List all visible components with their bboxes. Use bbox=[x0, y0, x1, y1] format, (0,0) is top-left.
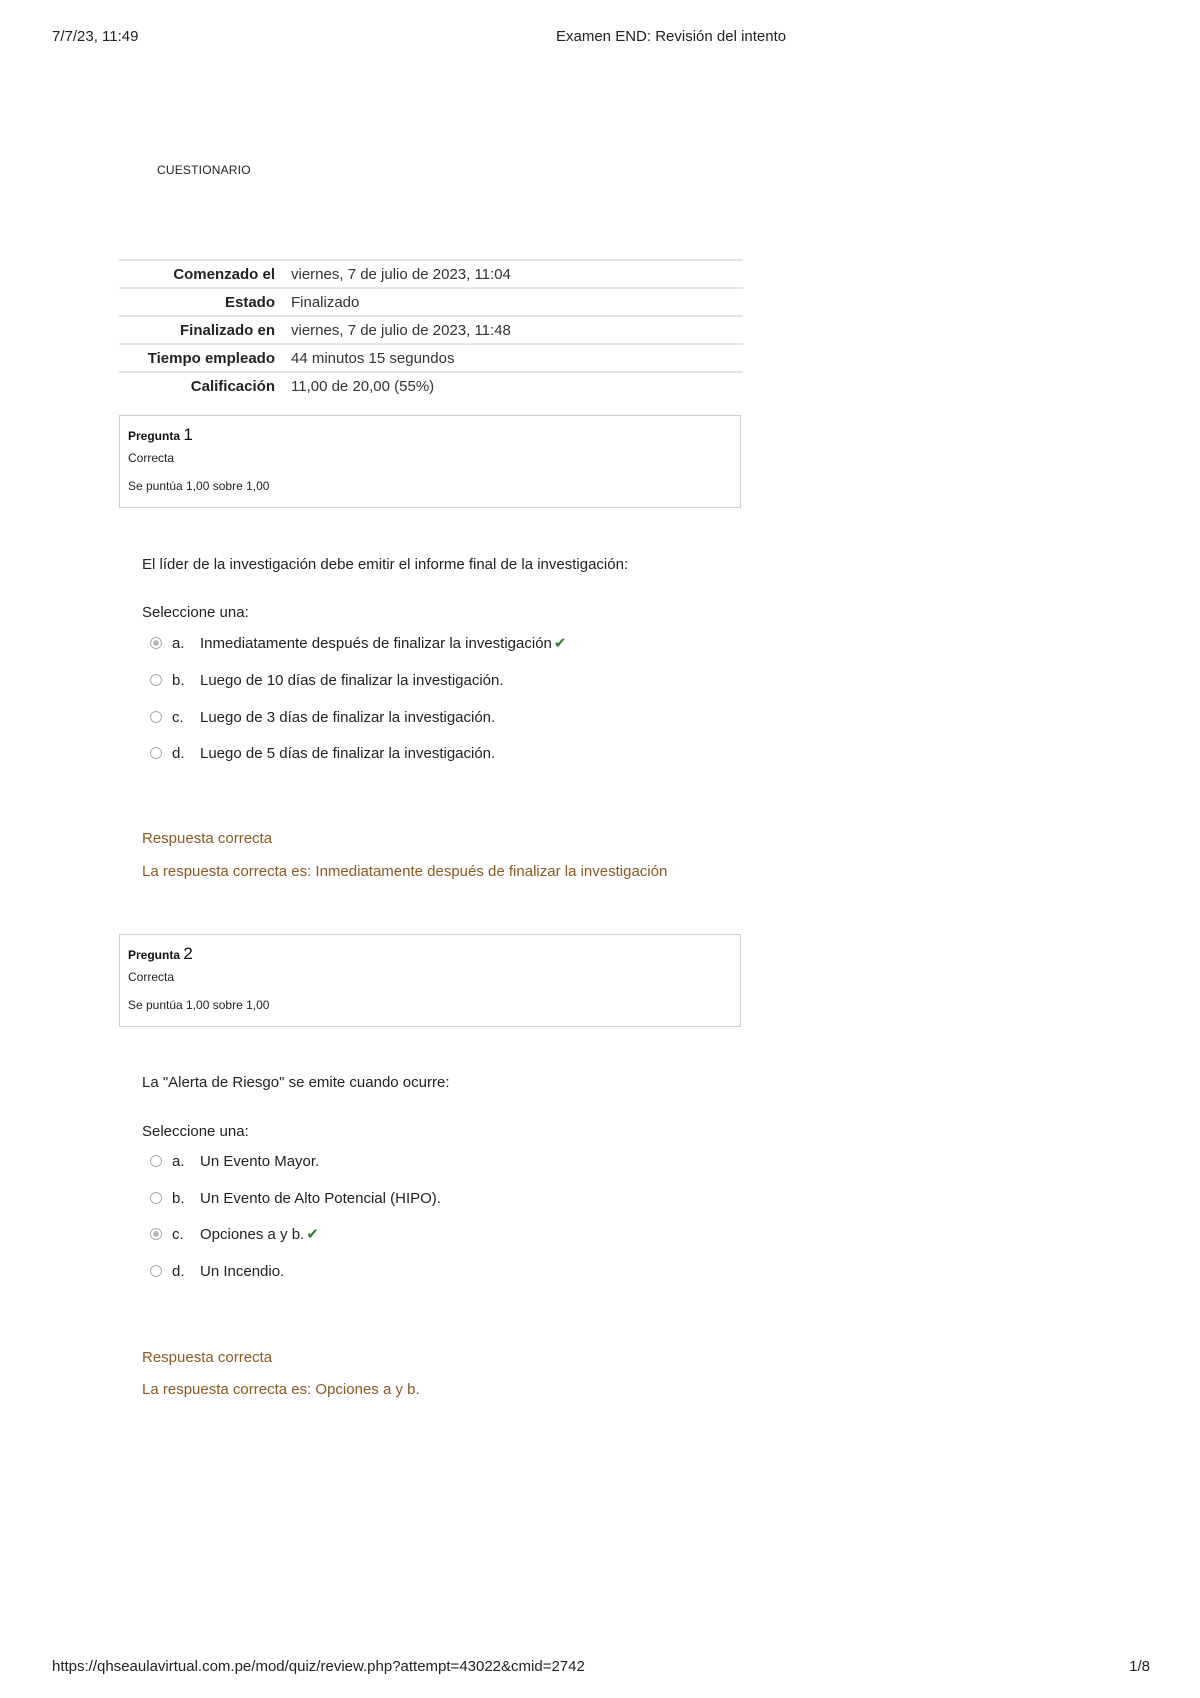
summary-label: Estado bbox=[119, 288, 291, 316]
option-letter: c. bbox=[172, 708, 184, 726]
answer-option-b[interactable] bbox=[150, 1188, 441, 1208]
radio-icon[interactable] bbox=[150, 1155, 162, 1167]
question-grade: Se puntúa 1,00 sobre 1,00 bbox=[128, 479, 270, 493]
summary-row bbox=[119, 372, 743, 399]
radio-icon[interactable] bbox=[150, 1192, 162, 1204]
summary-row bbox=[119, 288, 743, 316]
question-info-box-1 bbox=[119, 415, 741, 508]
print-datetime: 7/7/23, 11:49 bbox=[52, 28, 139, 45]
summary-row bbox=[119, 260, 743, 288]
answer-option-c[interactable] bbox=[150, 1224, 319, 1244]
breadcrumb[interactable]: CUESTIONARIO bbox=[157, 163, 251, 177]
correct-answer-text: La respuesta correcta es: Inmediatamente después de finalizar la investigación bbox=[142, 863, 668, 880]
radio-icon[interactable] bbox=[150, 674, 162, 686]
option-letter: a. bbox=[172, 1152, 185, 1170]
answer-option-a[interactable] bbox=[150, 1151, 319, 1171]
summary-value: viernes, 7 de julio de 2023, 11:48 bbox=[291, 316, 743, 344]
option-text: Un Evento de Alto Potencial (HIPO). bbox=[200, 1189, 441, 1207]
question-state: Correcta bbox=[128, 451, 175, 465]
summary-row bbox=[119, 344, 743, 372]
option-text: Luego de 5 días de finalizar la investigación. bbox=[200, 744, 496, 762]
answer-option-d[interactable] bbox=[150, 743, 495, 763]
select-one-prompt: Seleccione una: bbox=[142, 1123, 249, 1140]
print-page-number: 1/8 bbox=[1129, 1658, 1150, 1675]
option-letter: b. bbox=[172, 1189, 185, 1207]
question-label: Pregunta bbox=[128, 948, 181, 962]
summary-label: Finalizado en bbox=[119, 316, 291, 344]
answer-option-c[interactable] bbox=[150, 707, 495, 727]
question-label: Pregunta bbox=[128, 429, 181, 443]
question-info-box-2 bbox=[119, 934, 741, 1027]
question-number-value: 2 bbox=[183, 944, 193, 963]
question-text-2: La "Alerta de Riesgo" se emite cuando ocurre: bbox=[142, 1074, 450, 1091]
radio-icon[interactable] bbox=[150, 747, 162, 759]
attempt-summary-table bbox=[119, 259, 743, 399]
summary-value: Finalizado bbox=[291, 288, 743, 316]
option-text: Inmediatamente después de finalizar la investigación bbox=[200, 634, 552, 652]
radio-icon[interactable] bbox=[150, 1265, 162, 1277]
correct-check-icon: ✔ bbox=[553, 635, 567, 652]
option-text: Un Evento Mayor. bbox=[200, 1152, 320, 1170]
option-letter: d. bbox=[172, 744, 185, 762]
radio-selected-icon[interactable] bbox=[150, 1228, 162, 1240]
option-text: Un Incendio. bbox=[200, 1262, 285, 1280]
select-one-prompt: Seleccione una: bbox=[142, 604, 249, 621]
correct-answer-text: La respuesta correcta es: Opciones a y b. bbox=[142, 1381, 420, 1398]
correct-check-icon: ✔ bbox=[306, 1226, 319, 1243]
option-text: Opciones a y b. bbox=[200, 1225, 305, 1243]
answer-option-a[interactable] bbox=[150, 633, 566, 653]
summary-row bbox=[119, 316, 743, 344]
question-text-1: El líder de la investigación debe emitir el informe final de la investigación: bbox=[142, 556, 629, 573]
radio-selected-icon[interactable] bbox=[150, 637, 162, 649]
question-number bbox=[128, 944, 732, 964]
question-grade: Se puntúa 1,00 sobre 1,00 bbox=[128, 998, 270, 1012]
summary-value: 11,00 de 20,00 (55%) bbox=[291, 372, 743, 399]
print-footer bbox=[0, 1658, 1200, 1678]
print-page-title: Examen END: Revisión del intento bbox=[556, 28, 787, 45]
print-header bbox=[0, 28, 1200, 48]
summary-value: viernes, 7 de julio de 2023, 11:04 bbox=[291, 260, 743, 288]
radio-icon[interactable] bbox=[150, 711, 162, 723]
question-number-value: 1 bbox=[183, 425, 193, 444]
answer-option-b[interactable] bbox=[150, 670, 504, 690]
question-state: Correcta bbox=[128, 970, 175, 984]
question-number bbox=[128, 425, 732, 445]
feedback-result: Respuesta correcta bbox=[142, 1349, 273, 1366]
option-letter: b. bbox=[172, 671, 185, 689]
summary-label: Tiempo empleado bbox=[119, 344, 291, 372]
summary-label: Calificación bbox=[119, 372, 291, 399]
feedback-result: Respuesta correcta bbox=[142, 830, 273, 847]
summary-label: Comenzado el bbox=[119, 260, 291, 288]
summary-value: 44 minutos 15 segundos bbox=[291, 344, 743, 372]
answer-option-d[interactable] bbox=[150, 1261, 284, 1281]
option-text: Luego de 3 días de finalizar la investigación. bbox=[200, 708, 496, 726]
print-url: https://qhseaulavirtual.com.pe/mod/quiz/review.php?attempt=43022&cmid=2742 bbox=[52, 1658, 585, 1675]
option-letter: d. bbox=[172, 1262, 185, 1280]
option-letter: c. bbox=[172, 1225, 184, 1243]
option-letter: a. bbox=[172, 634, 185, 652]
option-text: Luego de 10 días de finalizar la investigación. bbox=[200, 671, 504, 689]
